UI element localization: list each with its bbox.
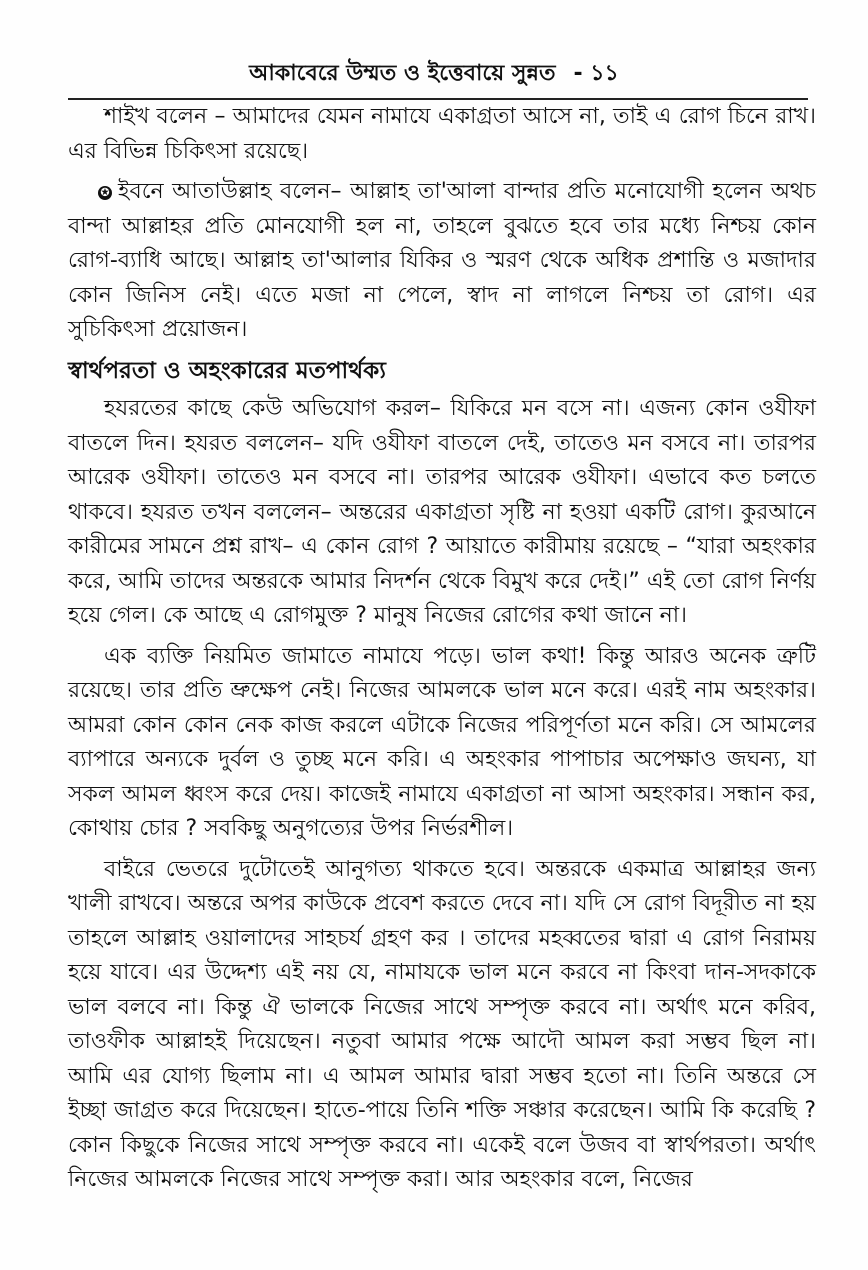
section-heading: স্বার্থপরতা ও অহংকারের মতপার্থক্য <box>68 357 386 384</box>
paragraph-2 <box>68 175 816 348</box>
paragraph-1: শাইখ বলেন – আমাদের যেমন নামাযে একাগ্রতা আসে না, তাই এ রোগ চিনে রাখ। এর বিভিন্ন চিকিৎসা রয়েছে। <box>68 104 816 164</box>
running-header <box>80 54 788 94</box>
paragraph-4: এক ব্যক্তি নিয়মিত জামাতে নামাযে পড়ে। ভাল কথা! কিন্তু আরও অনেক ত্রুটি রয়েছে। তার প্রতি ভ্রুক্ষেপ নেই। নিজের আমলকে ভাল মনে করে। এরই নাম অহংকার। আমরা কোন কোন নেক কাজ করলে এটাকে নিজের পরিপূর্ণতা মনে করি। সে আমলের ব্যাপারে অন্যকে দুর্বল ও তুচ্ছ মনে করি। এ অহংকার পাপাচার অপেক্ষাও জঘন্য, যা সকল আমল ধ্বংস করে দেয়। কাজেই নামাযে একাগ্রতা না আসা অহংকার। সন্ধান কর, কোথায় চোর ? সবকিছু অনুগত্যের উপর নির্ভরশীল। <box>68 643 816 841</box>
header-title: আকাবেরে উম্মত ও ইত্তেবায়ে সুন্নত <box>249 60 556 86</box>
page-body <box>68 100 816 1204</box>
page-number: - ১১ <box>573 60 619 86</box>
paragraph-2-text: ইবনে আতাউল্লাহ বলেন– আল্লাহ তা'আলা বান্দার প্রতি মনোযোগী হলেন অথচ বান্দা আল্লাহর প্রতি মোনযোগী হল না, তাহলে বুঝতে হবে তার মধ্যে নিশ্চয় কোন রোগ-ব্যাধি আছে। আল্লাহ তা'আলার যিকির ও স্মরণ থেকে অধিক প্রশান্তি ও মজাদার কোন জিনিস নেই। এতে মজা না পেলে, স্বাদ না লাগলে নিশ্চয় তা রোগ। এর সুচিকিৎসা প্রয়োজন। <box>68 179 816 342</box>
paragraph-3: হযরতের কাছে কেউ অভিযোগ করল– যিকিরে মন বসে না। এজন্য কোন ওযীফা বাতলে দিন। হযরত বললেন– যদি ওযীফা বাতলে দেই, তাতেও মন বসবে না। তারপর আরেক ওযীফা। তাতেও মন বসবে না। তারপর আরেক ওযীফা। এভাবে কত চলতে থাকবে। হযরত তখন বললেন– অন্তরের একাগ্রতা সৃষ্টি না হওয়া একটি রোগ। কুরআনে কারীমের সামনে প্রশ্ন রাখ– এ কোন রোগ ? আয়াতে কারীমায় রয়েছে – “যারা অহংকার করে, আমি তাদের অন্তরকে আমার নিদর্শন থেকে বিমুখ করে দেই।” এই তো রোগ নির্ণয় হয়ে গেল। কে আছে এ রোগমুক্ত ? মানুষ নিজের রোগের কথা জানে না। <box>68 396 816 628</box>
star-bullet-icon: ✪ <box>98 186 112 200</box>
paragraph-5: বাইরে ভেতরে দুটোতেই আনুগত্য থাকতে হবে। অন্তরকে একমাত্র আল্লাহর জন্য খালী রাখবে। অন্তরে অপর কাউকে প্রবেশ করতে দেবে না। যদি সে রোগ বিদূরীত না হয় তাহলে আল্লাহ ওয়ালাদের সাহচর্য গ্রহণ কর । তাদের মহব্বতের দ্বারা এ রোগ নিরাময় হয়ে যাবে। এর উদ্দেশ্য এই নয় যে, নামাযকে ভাল মনে করবে না কিংবা দান-সদকাকে ভাল বলবে না। কিন্তু ঐ ভালকে নিজের সাথে সম্পৃক্ত করবে না। অর্থাৎ মনে করিব, তাওফীক আল্লাহই দিয়েছেন। নতুবা আমার পক্ষে আদৌ আমল করা সম্ভব ছিল না। আমি এর যোগ্য ছিলাম না। এ আমল আমার দ্বারা সম্ভব হতো না। তিনি অন্তরে সে ইচ্ছা জাগ্রত করে দিয়েছেন। হাতে-পায়ে তিনি শক্তি সঞ্চার করেছেন। আমি কি করেছি ? কোন কিছুকে নিজের সাথে সম্পৃক্ত করবে না। একেই বলে উজব বা স্বার্থপরতা। অর্থাৎ নিজের আমলকে নিজের সাথে সম্পৃক্ত করা। আর অহংকার বলে, নিজের <box>68 856 816 1192</box>
